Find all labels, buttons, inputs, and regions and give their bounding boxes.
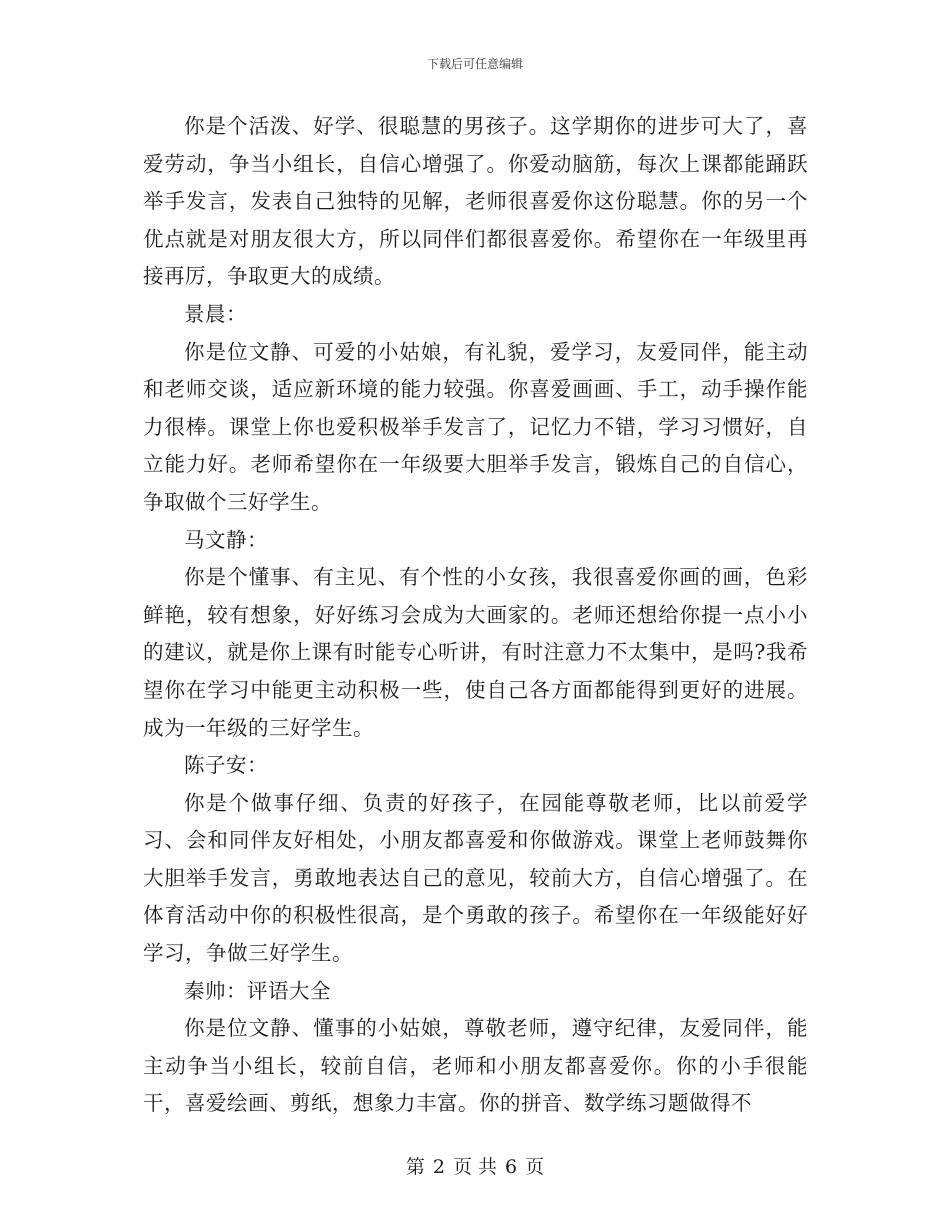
page-header: 下载后可任意编辑 [426,57,523,71]
student-name: 马文静： [184,527,268,552]
total-page-count: 6 [505,1156,518,1178]
document-body [143,108,808,1123]
student-name: 秦帅：评语大全 [184,978,331,1003]
footer-suffix: 页 [525,1156,545,1178]
student-name: 景晨： [184,301,247,326]
comment-paragraph: 你是个懂事、有主见、有个性的小女孩，我很喜爱你画的画，色彩鲜艳，较有想象，好好练习会成为大画家的。老师还想给你提一点小小的建议，就是你上课有时能专心听讲，有时注意力不太集中，是吗?我希望你在学习中能更主动积极一些，使自己各方面都能得到更好的进展。成为一年级的三好学生。 [143,565,808,740]
footer-prefix: 第 [405,1156,425,1178]
student-name: 陈子安： [184,753,268,778]
footer-middle: 页 共 [452,1156,498,1178]
comment-paragraph: 你是位文静、可爱的小姑娘，有礼貌，爱学习，友爱同伴，能主动和老师交谈，适应新环境的能力较强。你喜爱画画、手工，动手操作能力很棒。课堂上你也爱积极举手发言了，记忆力不错，学习习惯好，自立能力好。老师希望你在一年级要大胆举手发言，锻炼自己的自信心，争取做个三好学生。 [143,339,808,514]
current-page-number: 2 [432,1156,445,1178]
comment-paragraph: 你是个活泼、好学、很聪慧的男孩子。这学期你的进步可大了，喜爱劳动，争当小组长，自信心增强了。你爱动脑筋，每次上课都能踊跃举手发言，发表自己独特的见解，老师很喜爱你这份聪慧。你的另一个优点就是对朋友很大方，所以同伴们都很喜爱你。希望你在一年级里再接再厉，争取更大的成绩。 [143,114,808,289]
comment-paragraph: 你是位文静、懂事的小姑娘，尊敬老师，遵守纪律，友爱同伴，能主动争当小组长，较前自信，老师和小朋友都喜爱你。你的小手很能干，喜爱绘画、剪纸，想象力丰富。你的拼音、数学练习题做得不 [143,1016,808,1116]
page-footer [0,1152,950,1179]
comment-paragraph: 你是个做事仔细、负责的好孩子，在园能尊敬老师，比以前爱学习、会和同伴友好相处，小朋友都喜爱和你做游戏。课堂上老师鼓舞你大胆举手发言，勇敢地表达自己的意见，较前大方，自信心增强了。在体育活动中你的积极性很高，是个勇敢的孩子。希望你在一年级能好好学习，争做三好学生。 [143,790,808,966]
